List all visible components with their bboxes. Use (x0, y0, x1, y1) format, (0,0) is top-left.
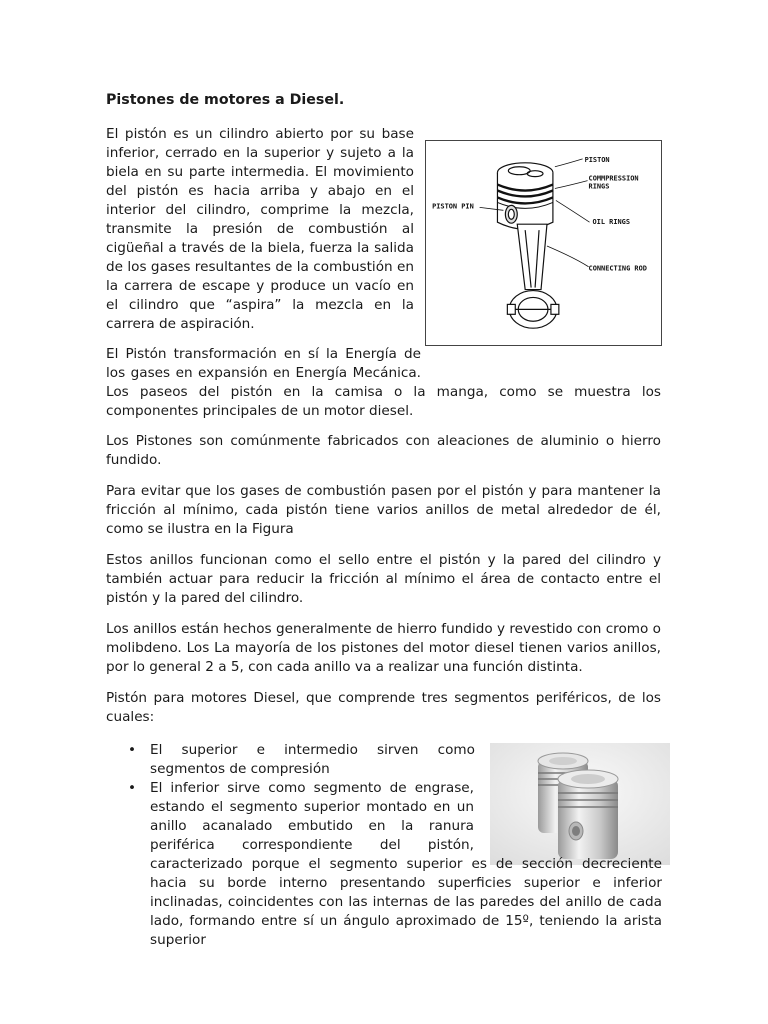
label-compression-rings-1: COMMPRESSION (588, 174, 639, 183)
paragraph-6: Los anillos están hechos generalmente de hierro fundido y revestido con cromo o molibdeno. Los La mayoría de los pistones del motor diesel tienen varios anillos, por lo general 2 a 5, con cada anillo va a realizar una función distinta. (106, 621, 661, 675)
label-compression-rings-2: RINGS (588, 182, 610, 191)
paragraph-2-start (106, 345, 661, 421)
label-piston: PISTON (584, 155, 610, 164)
paragraph-4: Para evitar que los gases de combustión pasen por el pistón y para mantener la fricción al mínimo, cada pistón tiene varios anillos de metal alrededor de él, como se ilustra en la Figura (106, 483, 661, 537)
label-connecting-rod: CONNECTING ROD (588, 264, 647, 273)
connecting-rod-shape (517, 224, 547, 289)
paragraph-2: El Pistón transformación en sí la Energía de los gases en expansión en Energía Mecánica. Los paseos del pistón en la camisa o la manga, como se muestra los componentes principales de un motor diesel. (106, 346, 661, 419)
intro-paragraph: El pistón es un cilindro abierto por su base inferior, cerrado en la superior y sujeto a la biela en su parte intermedia. El movimiento del pistón es hacia arriba y abajo en el interior del cilindro, comprime la mezcla, transmite la presión de combustión al cigüeñal a través de la biela, fuerza la salida de los gases resultantes de la combustión en la carrera de escape y produce un vacío en el cilindro que “aspira” la mezcla en la carrera de aspiración. (106, 126, 414, 332)
bullet-symbol: • (128, 780, 137, 796)
document-title: Pistones de motores a Diesel. (106, 92, 345, 108)
paragraph-5: Estos anillos funcionan como el sello entre el pistón y la pared del cilindro y también actuar para reducir la fricción al mínimo el área de contacto entre el pistón y la pared del cilindro. (106, 552, 661, 606)
photo-wrap-spacer (474, 779, 662, 855)
figure-wrap-spacer (421, 345, 661, 383)
bullet-text: El inferior sirve como segmento de engrase, estando el segmento superior montado en un anillo acanalado embutido en la ranura periférica correspondiente del pistón, caracterizado porque el segmento superior es de sección decreciente hacia su borde interno presentando superficies superior e inferior inclinadas, coincidentes con las internas de las paredes del anillo de cada lado, formando entre sí un ángulo aproximado de 15º, teniendo la arista superior (150, 780, 662, 948)
label-piston-pin: PISTON PIN (432, 202, 474, 211)
paragraph-3: Los Pistones son comúnmente fabricados con aleaciones de aluminio o hierro fundido. (106, 433, 661, 468)
bullet-list (120, 741, 662, 950)
bullet-symbol: • (128, 742, 137, 758)
piston-diagram-figure (425, 140, 662, 346)
bullet-text: El superior e intermedio sirven como segmentos de compresión (150, 742, 475, 777)
label-oil-rings: OIL RINGS (592, 218, 631, 227)
list-item (120, 741, 475, 779)
piston-diagram (426, 141, 661, 345)
paragraph-7: Pistón para motores Diesel, que comprende tres segmentos periféricos, de los cuales: (106, 690, 661, 725)
list-item (120, 779, 662, 950)
